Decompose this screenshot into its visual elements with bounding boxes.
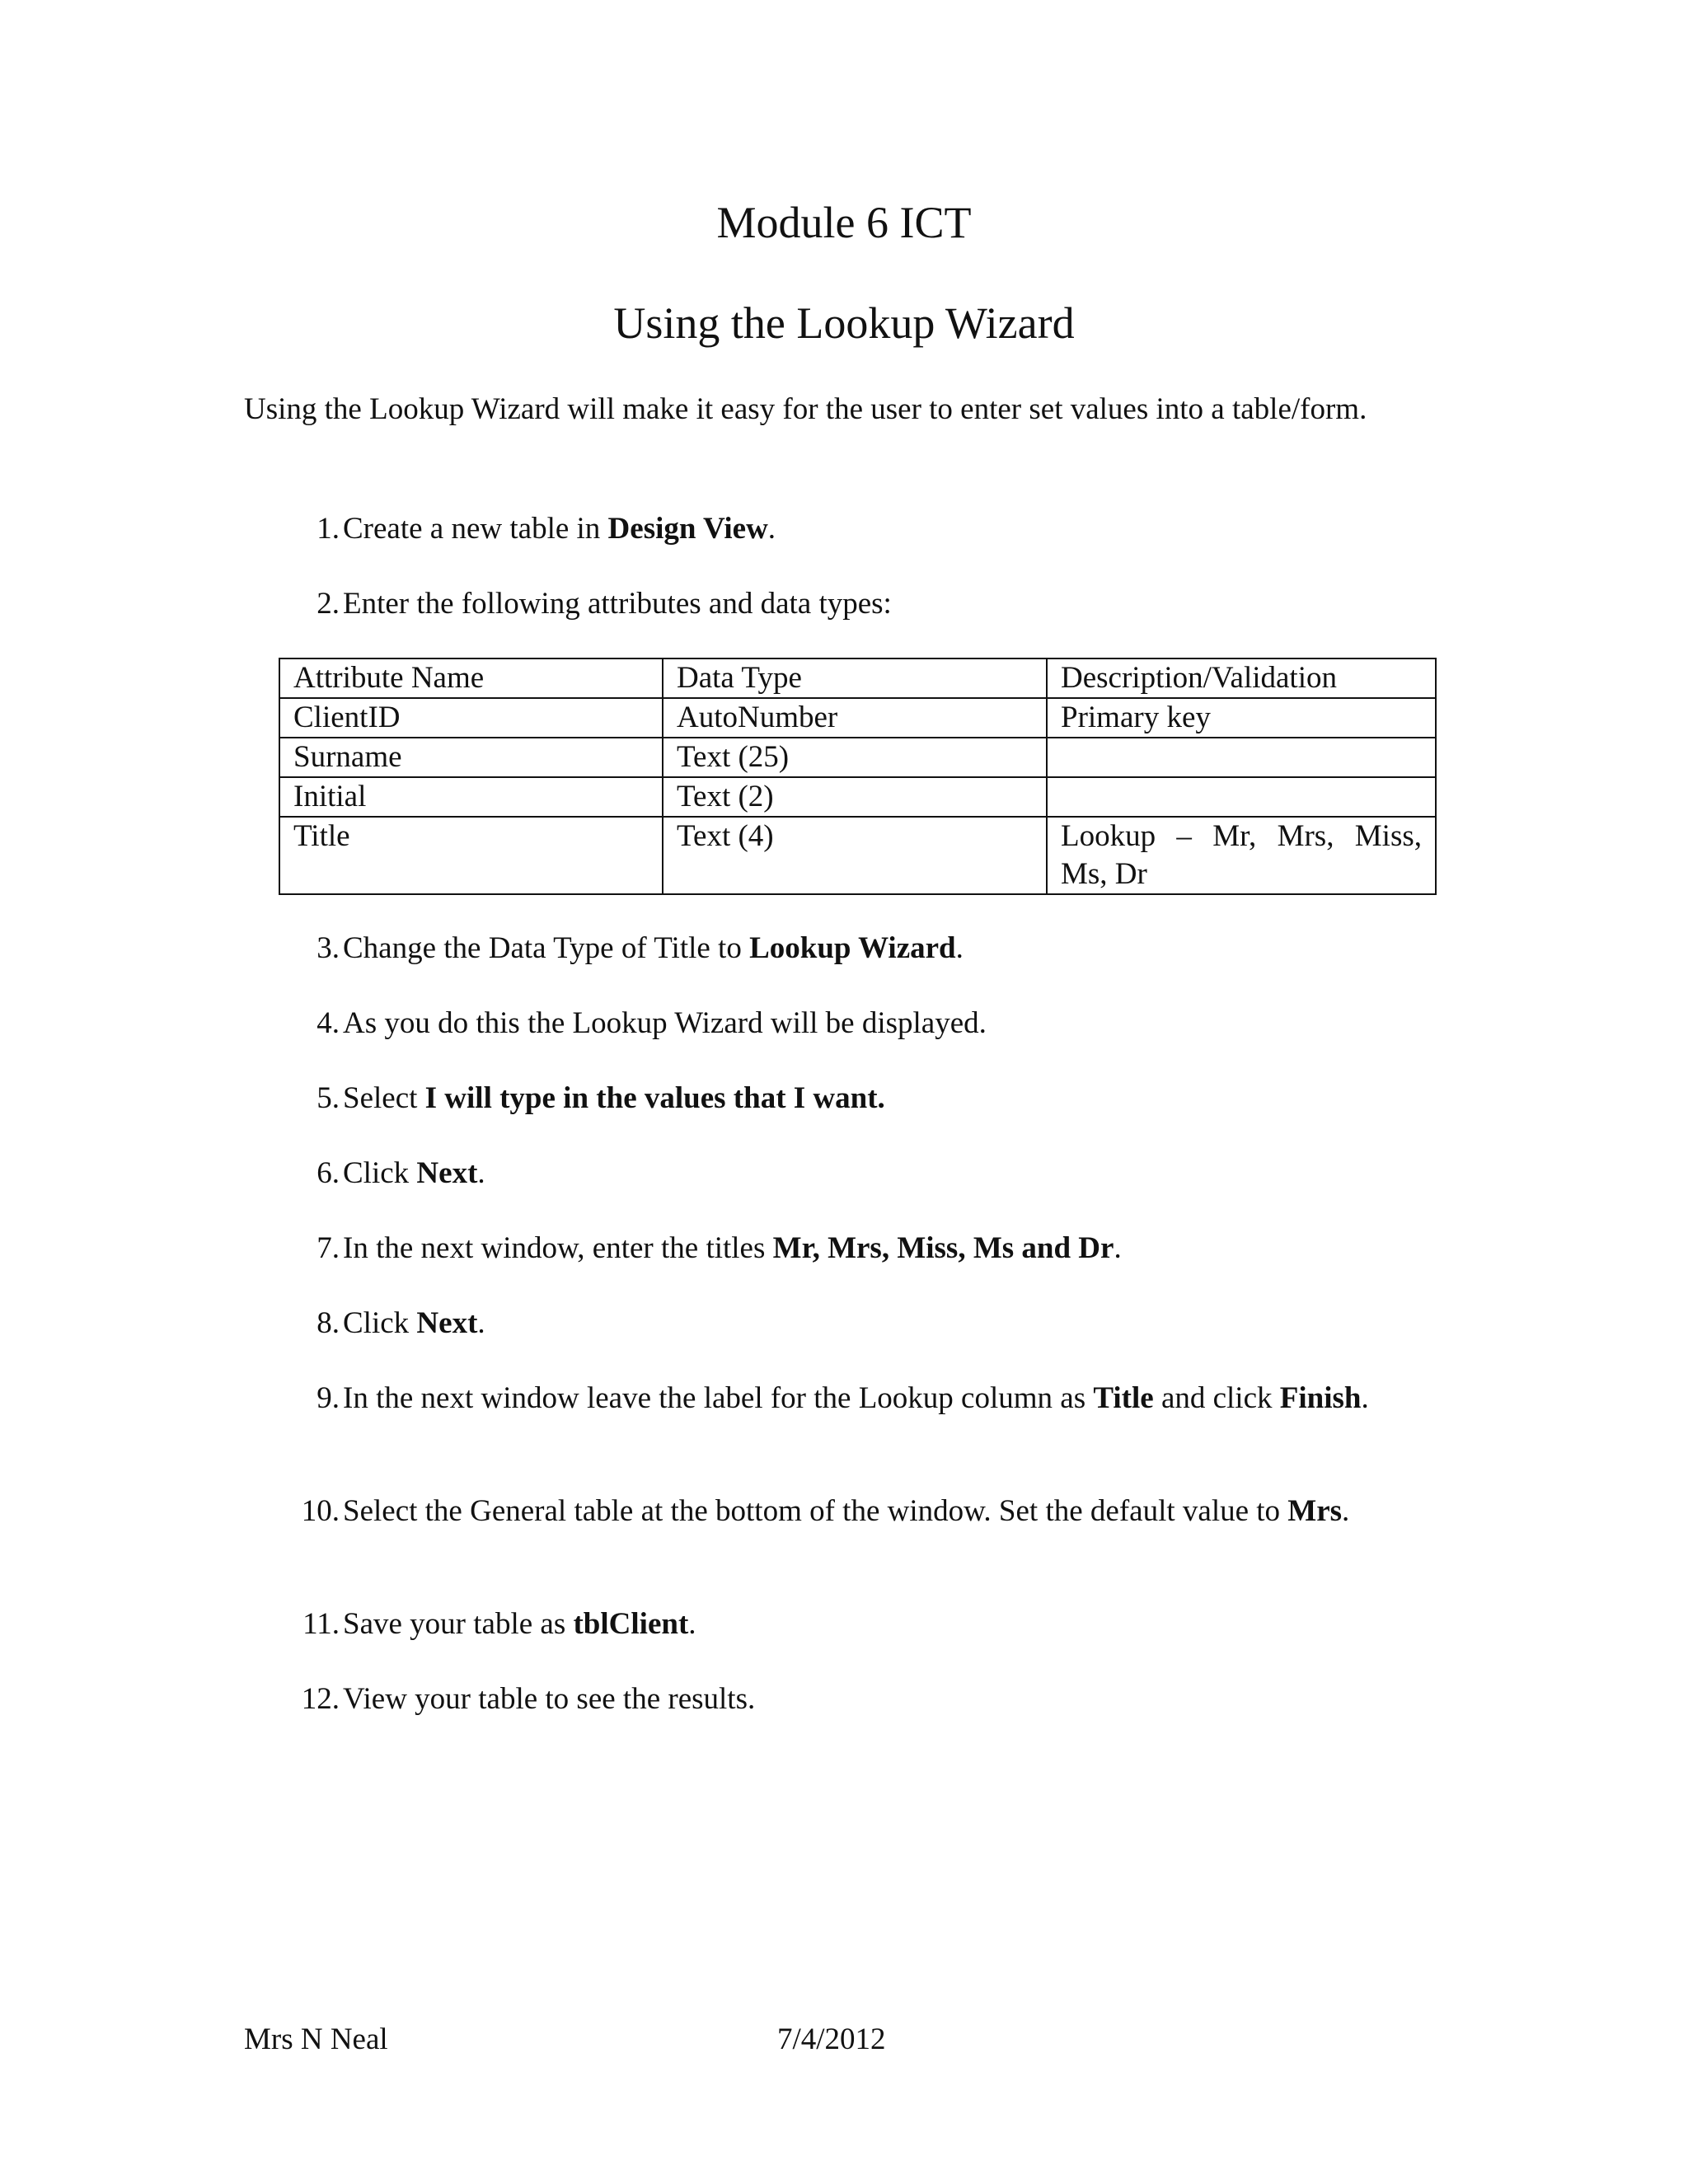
step-emphasis: Next <box>416 1156 478 1190</box>
table-header-cell: Attribute Name <box>279 658 663 698</box>
table-header-cell: Data Type <box>663 658 1047 698</box>
intro-paragraph: Using the Lookup Wizard will make it easy for the user to enter set values into a table/form. <box>244 392 1367 426</box>
step-number: 2. <box>316 587 340 621</box>
step-text: Change the Data Type of Title to Lookup Wizard. <box>343 931 964 965</box>
table-cell: Primary key <box>1047 698 1436 738</box>
step-number: 11. <box>302 1607 340 1641</box>
step-text: Select the General table at the bottom of the window. Set the default value to Mrs. <box>343 1494 1350 1528</box>
step-emphasis: Finish <box>1279 1381 1362 1415</box>
document-title: Module 6 ICT <box>716 198 972 247</box>
step-emphasis: Mr, Mrs, Miss, Ms and Dr <box>772 1231 1114 1265</box>
table-row <box>279 817 1436 894</box>
footer-date: 7/4/2012 <box>777 2022 886 2056</box>
step-number: 8. <box>316 1306 340 1340</box>
step-emphasis: Lookup Wizard <box>749 931 956 965</box>
step-text: In the next window, enter the titles Mr, Mrs, Miss, Ms and Dr. <box>343 1231 1122 1265</box>
footer-author: Mrs N Neal <box>244 2022 388 2056</box>
step-emphasis: Title <box>1093 1381 1154 1415</box>
step-text: Create a new table in Design View. <box>343 512 776 546</box>
step-emphasis: Design View <box>607 512 768 546</box>
step-emphasis: Next <box>416 1306 478 1340</box>
step-text: View your table to see the results. <box>343 1682 756 1716</box>
table-cell: ClientID <box>279 698 663 738</box>
table-cell: Title <box>279 817 663 894</box>
table-row <box>279 738 1436 777</box>
step-number: 3. <box>316 931 340 965</box>
step-number: 9. <box>316 1381 340 1415</box>
step-text: In the next window leave the label for the Lookup column as Title and click Finish. <box>343 1381 1369 1415</box>
step-number: 4. <box>316 1006 340 1040</box>
step-number: 1. <box>316 512 340 546</box>
step-text: Enter the following attributes and data types: <box>343 587 892 621</box>
step-text: Click Next. <box>343 1306 485 1340</box>
step-text: Click Next. <box>343 1156 485 1190</box>
step-number: 5. <box>316 1081 340 1115</box>
table-cell: AutoNumber <box>663 698 1047 738</box>
document-subtitle: Using the Lookup Wizard <box>613 298 1075 348</box>
step-number: 12. <box>301 1682 340 1716</box>
table-cell: Lookup – Mr, Mrs, Miss, Ms, Dr <box>1047 817 1436 894</box>
table-cell <box>1047 738 1436 777</box>
table-row <box>279 777 1436 817</box>
table-cell: Initial <box>279 777 663 817</box>
step-emphasis: Mrs <box>1287 1494 1343 1528</box>
table-cell: Surname <box>279 738 663 777</box>
attributes-table <box>279 658 1437 895</box>
table-cell: Text (4) <box>663 817 1047 894</box>
step-text: Select I will type in the values that I want. <box>343 1081 885 1115</box>
step-number: 10. <box>301 1494 340 1528</box>
table-header-row <box>279 658 1436 698</box>
table-cell: Text (2) <box>663 777 1047 817</box>
step-emphasis: tblClient <box>573 1607 689 1641</box>
step-number: 7. <box>316 1231 340 1265</box>
step-text: Save your table as tblClient. <box>343 1607 696 1641</box>
table-header-cell: Description/Validation <box>1047 658 1436 698</box>
step-emphasis: I will type in the values that I want. <box>424 1081 885 1115</box>
step-text: As you do this the Lookup Wizard will be displayed. <box>343 1006 987 1040</box>
step-number: 6. <box>316 1156 340 1190</box>
table-cell <box>1047 777 1436 817</box>
table-row <box>279 698 1436 738</box>
table-cell: Text (25) <box>663 738 1047 777</box>
